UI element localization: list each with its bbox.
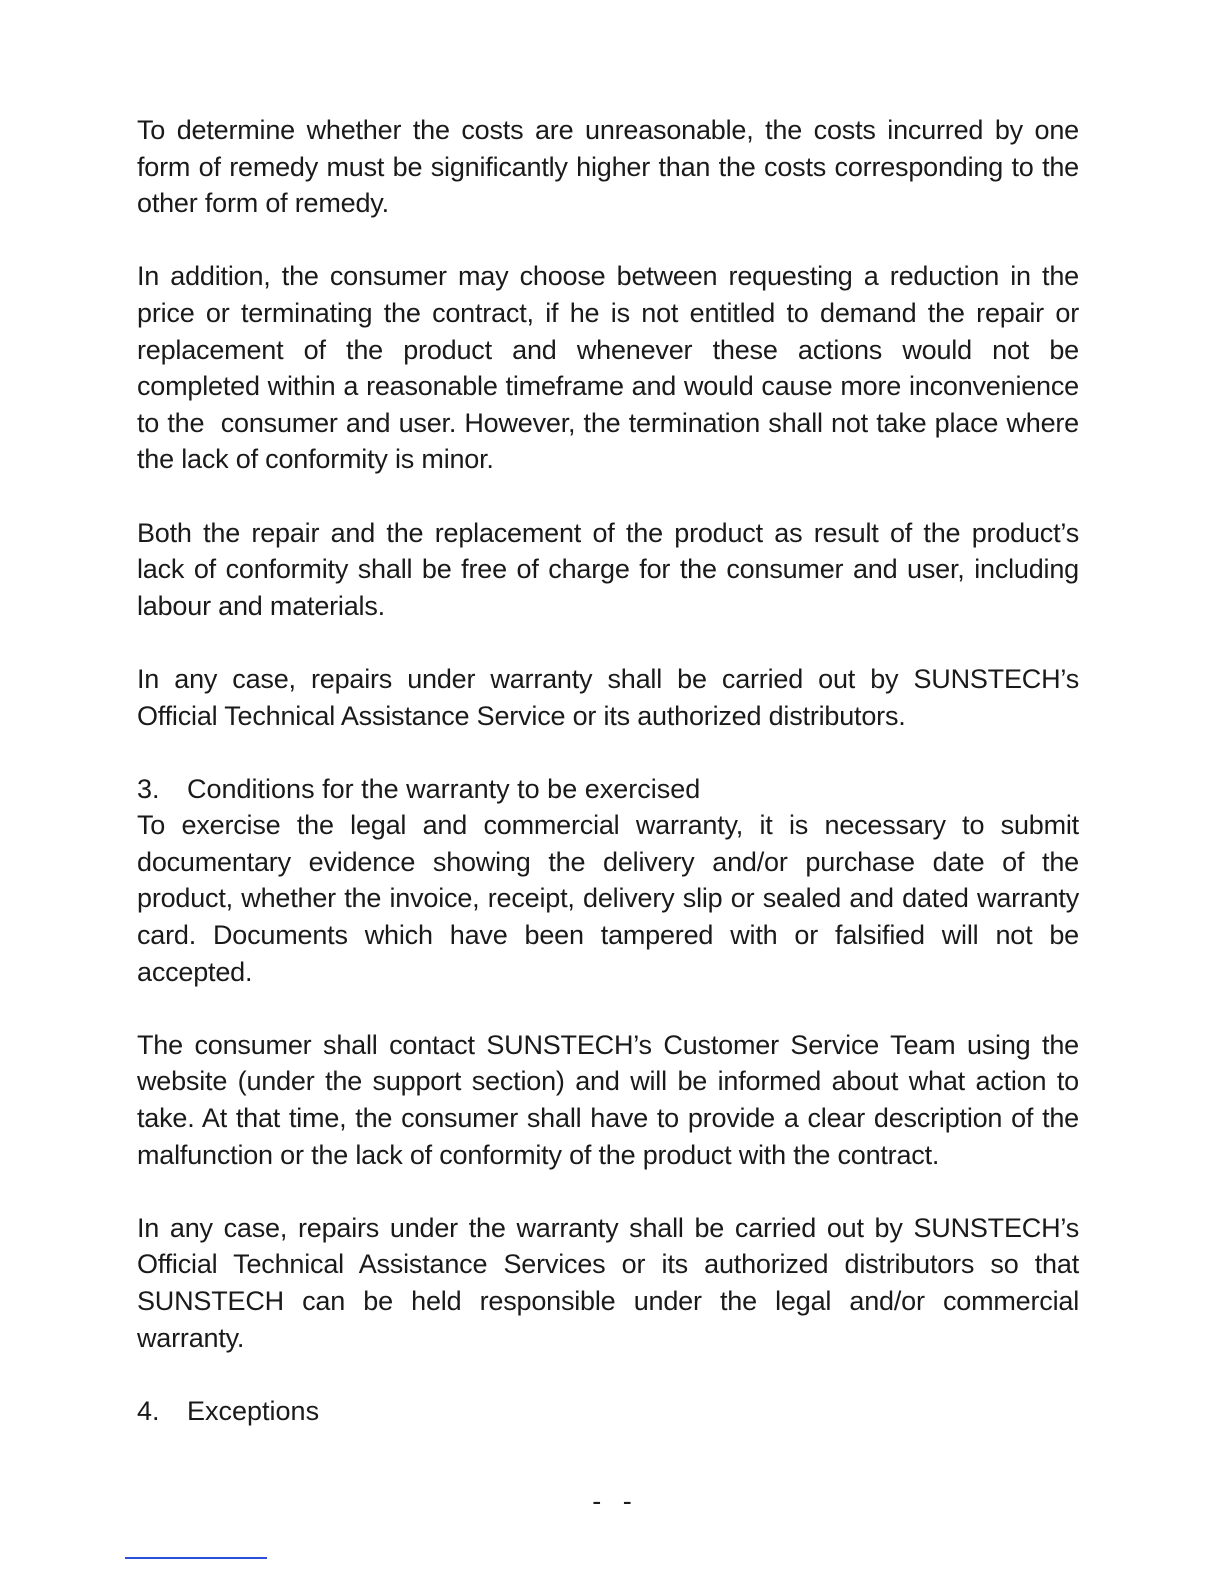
bottom-divider [125,1557,267,1559]
section-title: Exceptions [187,1395,320,1426]
paragraph-official-service: In any case, repairs under warranty shall be carried out by SUNSTECH’s Official Technical Assistance Service or its authorized distributors. [137,663,1079,731]
section-title: Conditions for the warranty to be exercised [187,773,701,804]
paragraph-customer-service: The consumer shall contact SUNSTECH’s Customer Service Team using the website (under the support section) and will be informed about what action to take. At that time, the consumer shall have to provide a clear description of the malfunction or the lack of conformity of the product with the contract. [137,1029,1079,1170]
paragraph-cost-unreasonable: To determine whether the costs are unreasonable, the costs incurred by one form of remedy must be significantly higher than the costs corresponding to the other form of remedy. [137,115,1079,219]
paragraph-responsibility: In any case, repairs under the warranty shall be carried out by SUNSTECH’s Official Technical Assistance Services or its authorized distributors so that SUNSTECH can be held responsible under the legal and/or commercial warranty. [137,1212,1079,1353]
paragraph-documentary-evidence: To exercise the legal and commercial warranty, it is necessary to submit documentary evidence showing the delivery and/or purchase date of the product, whether the invoice, receipt, delivery slip or sealed and dated warranty card. Documents which have been tampered with or falsified will not be accepted. [137,810,1079,987]
section-heading-conditions [137,771,1079,808]
section-number: 3. [137,773,160,804]
page-number-mark: - - [592,1486,632,1516]
paragraph-price-reduction: In addition, the consumer may choose between requesting a reduction in the price or terminating the contract, if he is not entitled to demand the repair or replacement of the product and whenever these actions would not be completed within a reasonable timeframe and would cause more inconvenience to the consumer and user. However, the termination shall not take place where the lack of conformity is minor. [137,261,1094,475]
section-heading-exceptions [137,1393,1079,1430]
section-number: 4. [137,1395,160,1426]
paragraph-free-of-charge: Both the repair and the replacement of the product as result of the product’s lack of conformity shall be free of charge for the consumer and user, including labour and materials. [137,517,1079,621]
document-body [137,112,1094,1429]
